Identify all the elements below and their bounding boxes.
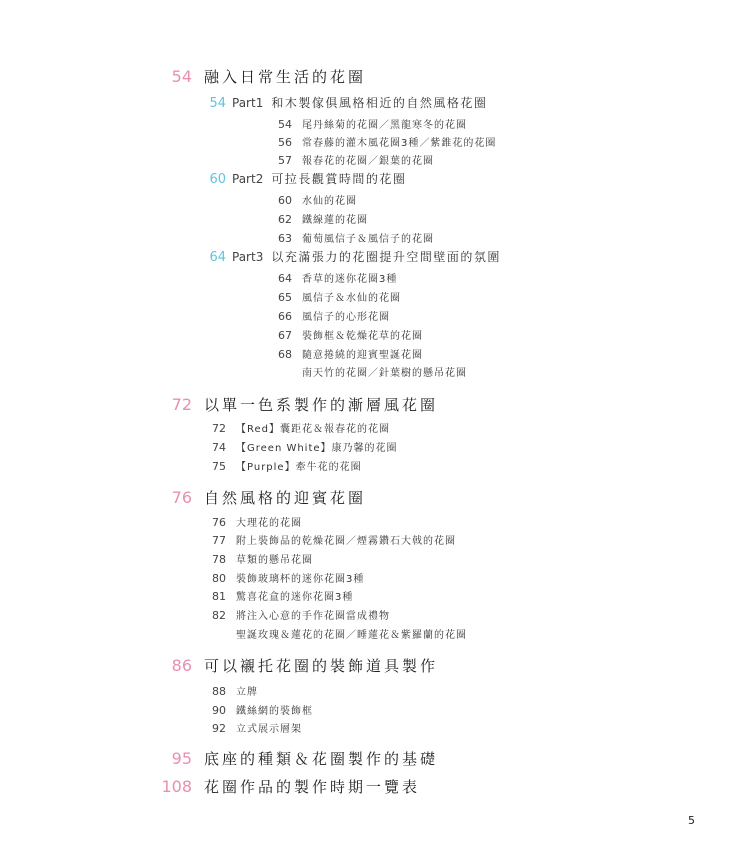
item-page-number: 60 [278, 194, 292, 207]
part-label: Part1 [232, 96, 264, 110]
item-page-number: 88 [212, 685, 226, 698]
section-title: 融入日常生活的花圈 [204, 68, 367, 86]
item-page-number: 77 [212, 534, 226, 547]
item-page-number: 75 [212, 460, 226, 473]
toc-item[interactable] [206, 420, 390, 435]
toc-item[interactable] [206, 683, 258, 698]
section-number: 95 [171, 749, 192, 768]
section-title: 花圈作品的製作時期一覽表 [204, 778, 421, 796]
part-title: 以充滿張力的花圈提升空間壁面的氛圍 [271, 250, 501, 264]
item-page-number: 54 [278, 118, 292, 131]
toc-section[interactable] [160, 66, 366, 87]
item-page-number: 68 [278, 348, 292, 361]
toc-section[interactable] [160, 487, 366, 508]
item-title: 【Purple】牽牛花的花圈 [236, 462, 362, 473]
toc-item[interactable] [272, 327, 423, 342]
part-number: 54 [209, 96, 226, 111]
item-page-number: 62 [278, 213, 292, 226]
item-title: 大理花的花圈 [236, 518, 302, 529]
toc-item[interactable] [272, 116, 467, 131]
item-title: 立牌 [236, 687, 258, 698]
page-number: 5 [688, 814, 695, 827]
toc-part[interactable] [200, 248, 501, 265]
toc-item[interactable] [206, 588, 353, 603]
toc-item[interactable] [272, 364, 467, 379]
toc-item[interactable] [272, 346, 423, 361]
toc-part[interactable] [200, 170, 406, 187]
section-number: 108 [161, 777, 192, 796]
toc-section[interactable] [160, 776, 420, 797]
section-title: 可以襯托花圈的裝飾道具製作 [204, 657, 439, 675]
item-page-number: 57 [278, 154, 292, 167]
toc-item[interactable] [206, 720, 302, 735]
item-title: 【Red】囊距花＆報春花的花圈 [236, 424, 390, 435]
toc-item[interactable] [272, 211, 368, 226]
part-title: 和木製傢俱風格相近的自然風格花圈 [271, 96, 488, 110]
item-page-number: 82 [212, 609, 226, 622]
toc-item[interactable] [206, 626, 467, 641]
toc-item[interactable] [272, 230, 434, 245]
item-title: 鐵絲網的裝飾框 [236, 706, 313, 717]
toc-item[interactable] [272, 134, 496, 149]
toc-section[interactable] [160, 394, 438, 415]
toc-section[interactable] [160, 748, 438, 769]
item-title: 裝飾玻璃杯的迷你花圈3種 [236, 574, 365, 585]
item-page-number: 56 [278, 136, 292, 149]
item-title: 鐵線蓮的花圈 [302, 215, 368, 226]
toc-item[interactable] [206, 439, 398, 454]
item-title: 立式展示層架 [236, 724, 302, 735]
item-page-number: 90 [212, 704, 226, 717]
section-title: 自然風格的迎賓花圈 [204, 489, 367, 507]
item-page-number: 74 [212, 441, 226, 454]
item-title: 裝飾框＆乾燥花草的花圈 [302, 331, 423, 342]
part-number: 60 [209, 172, 226, 187]
item-title: 將注入心意的手作花圈當成禮物 [236, 611, 390, 622]
toc-section[interactable] [160, 655, 438, 676]
item-title: 報春花的花圈／銀葉的花圈 [302, 156, 434, 167]
section-title: 以單一色系製作的漸層風花圈 [204, 396, 439, 414]
part-number: 64 [209, 250, 226, 265]
item-page-number: 64 [278, 272, 292, 285]
part-title: 可拉長觀賞時間的花圈 [271, 172, 407, 186]
toc-item[interactable] [206, 570, 364, 585]
toc-item[interactable] [206, 607, 390, 622]
item-title: 隨意捲繞的迎賓聖誕花圈 [302, 350, 423, 361]
item-title: 草類的懸吊花圈 [236, 555, 313, 566]
toc-item[interactable] [206, 514, 302, 529]
item-title: 附上裝飾品的乾燥花圈／煙霧鑽石大戟的花圈 [236, 536, 456, 547]
item-title: 常春藤的灌木風花圈3種／紫錐花的花圈 [302, 138, 497, 149]
item-title: 聖誕玫瑰＆蓮花的花圈／睡蓮花＆紫羅蘭的花圈 [236, 630, 467, 641]
section-number: 72 [171, 395, 192, 414]
item-page-number: 66 [278, 310, 292, 323]
item-page-number: 67 [278, 329, 292, 342]
item-title: 水仙的花圈 [302, 196, 357, 207]
part-label: Part2 [232, 172, 264, 186]
item-page-number: 63 [278, 232, 292, 245]
item-title: 香草的迷你花圈3種 [302, 274, 398, 285]
section-number: 54 [171, 67, 192, 86]
item-title: 葡萄風信子＆風信子的花圈 [302, 234, 434, 245]
item-page-number: 81 [212, 590, 226, 603]
section-number: 76 [171, 488, 192, 507]
item-title: 尾丹絲菊的花圈／黑龍寒冬的花圈 [302, 120, 467, 131]
item-page-number: 92 [212, 722, 226, 735]
toc-item[interactable] [272, 289, 401, 304]
toc-item[interactable] [206, 458, 362, 473]
item-page-number: 72 [212, 422, 226, 435]
item-page-number: 76 [212, 516, 226, 529]
toc-item[interactable] [272, 192, 357, 207]
toc-item[interactable] [206, 551, 313, 566]
toc-part[interactable] [200, 94, 487, 111]
toc-item[interactable] [272, 308, 390, 323]
item-title: 風信子的心形花圈 [302, 312, 390, 323]
item-title: 南天竹的花圈／針葉樹的懸吊花圈 [302, 368, 467, 379]
toc-item[interactable] [206, 532, 456, 547]
toc-item[interactable] [272, 270, 397, 285]
item-title: 驚喜花盒的迷你花圈3種 [236, 592, 354, 603]
item-page-number: 80 [212, 572, 226, 585]
item-page-number: 65 [278, 291, 292, 304]
item-title: 【Green White】康乃馨的花圈 [236, 443, 398, 454]
item-title: 風信子＆水仙的花圈 [302, 293, 401, 304]
toc-item[interactable] [272, 152, 434, 167]
part-label: Part3 [232, 250, 264, 264]
item-page-number: 78 [212, 553, 226, 566]
section-number: 86 [171, 656, 192, 675]
toc-item[interactable] [206, 702, 313, 717]
section-title: 底座的種類＆花圈製作的基礎 [204, 750, 439, 768]
